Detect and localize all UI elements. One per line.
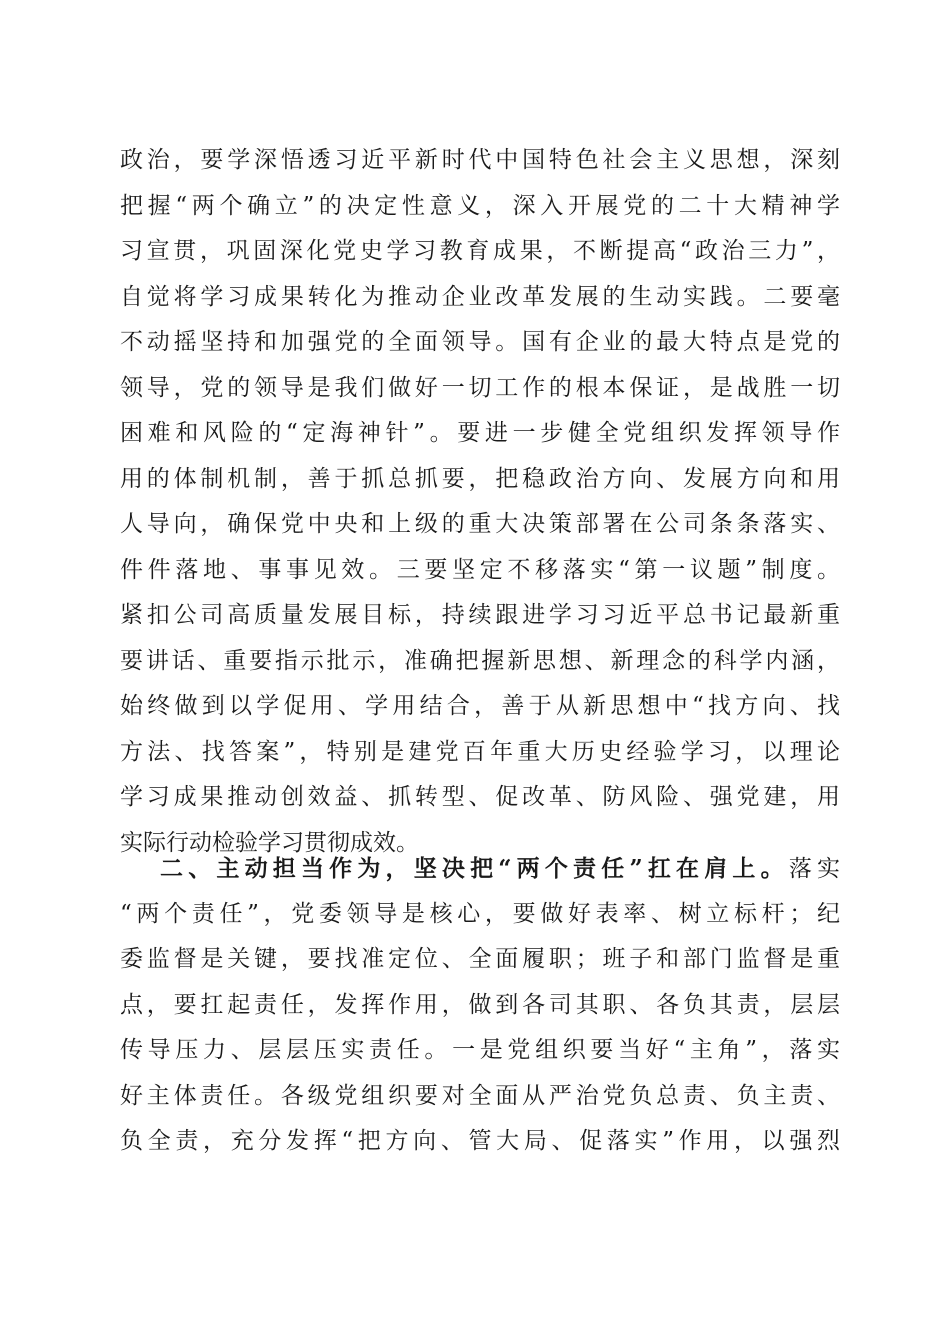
text-line: 紧扣公司高质量发展目标，持续跟进学习习近平总书记最新重 bbox=[120, 602, 840, 628]
text-line: 好主体责任。各级党组织要对全面从严治党负总责、负主责、 bbox=[120, 1082, 840, 1109]
text-line: 负全责，充分发挥“把方向、管大局、促落实”作用，以强烈 bbox=[120, 1128, 840, 1154]
text-line: 习宣贯，巩固深化党史学习教育成果，不断提高“政治三力”， bbox=[120, 238, 840, 264]
text-line: 方法、找答案”，特别是建党百年重大历史经验学习，以理论 bbox=[120, 738, 840, 765]
heading-line-text: 落实 bbox=[788, 856, 840, 882]
section-heading: 二、主动担当作为，坚决把“两个责任”扛在肩上。 bbox=[160, 855, 789, 882]
text-line: 把握“两个确立”的决定性意义，深入开展党的二十大精神学 bbox=[120, 192, 840, 219]
text-line: 政治，要学深悟透习近平新时代中国特色社会主义思想，深刻 bbox=[120, 147, 840, 173]
text-line: 用的体制机制，善于抓总抓要，把稳政治方向、发展方向和用 bbox=[120, 465, 840, 492]
text-line: 点，要扛起责任，发挥作用，做到各司其职、各负其责，层层 bbox=[120, 991, 840, 1018]
text-line: 传导压力、层层压实责任。一是党组织要当好“主角”，落实 bbox=[120, 1037, 840, 1063]
text-line: 困难和风险的“定海神针”。要进一步健全党组织发挥领导作 bbox=[120, 420, 840, 446]
text-line: 人导向，确保党中央和上级的重大决策部署在公司条条落实、 bbox=[120, 511, 840, 537]
paragraph-2 bbox=[120, 846, 840, 1165]
paragraph-1 bbox=[120, 138, 840, 866]
text-line: 实际行动检验学习贯彻成效。 bbox=[120, 829, 419, 856]
text-line: 要讲话、重要指示批示，准确把握新思想、新理念的科学内涵， bbox=[120, 647, 840, 674]
text-line: “两个责任”，党委领导是核心，要做好表率、树立标杆；纪 bbox=[120, 900, 840, 927]
text-line: 自觉将学习成果转化为推动企业改革发展的生动实践。二要毫 bbox=[120, 283, 840, 310]
text-line: 不动摇坚持和加强党的全面领导。国有企业的最大特点是党的 bbox=[120, 329, 840, 355]
text-line: 件件落地、事事见效。三要坚定不移落实“第一议题”制度。 bbox=[120, 556, 840, 583]
text-line: 始终做到以学促用、学用结合，善于从新思想中“找方向、找 bbox=[120, 693, 840, 719]
text-line: 学习成果推动创效益、抓转型、促改革、防风险、强党建，用 bbox=[120, 784, 840, 810]
text-line: 领导，党的领导是我们做好一切工作的根本保证，是战胜一切 bbox=[120, 374, 840, 401]
section-heading-line bbox=[120, 846, 840, 892]
text-line: 委监督是关键，要找准定位、全面履职；班子和部门监督是重 bbox=[120, 946, 840, 972]
